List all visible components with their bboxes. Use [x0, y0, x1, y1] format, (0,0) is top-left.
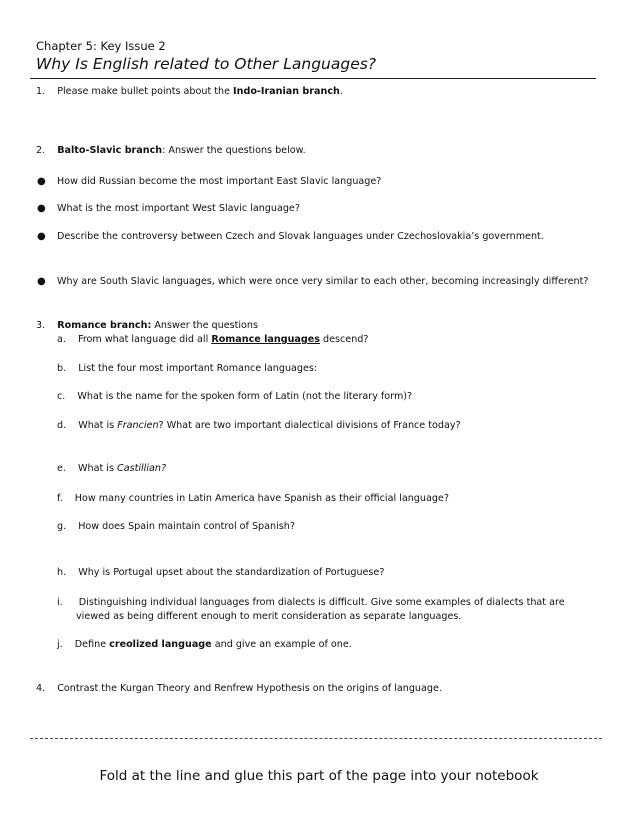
- bullet-icon: ●: [37, 176, 46, 187]
- subquestion-text-end: descend?: [319, 334, 369, 345]
- subquestion-text: How does Spain maintain control of Spanish?: [78, 521, 295, 532]
- list-item: How did Russian become the most important East Slavic language?: [57, 176, 382, 187]
- key-term: Francien: [117, 420, 159, 431]
- bullet-icon: ●: [37, 276, 46, 287]
- title-divider: [30, 78, 596, 79]
- question-text: : Answer the questions below.: [162, 145, 306, 156]
- question-1: [36, 86, 343, 98]
- subquestion-g: [57, 521, 295, 533]
- question-text: Answer the questions: [151, 320, 258, 331]
- list-item: Why are South Slavic languages, which were once very similar to each other, becoming increasingly different?: [57, 276, 589, 287]
- subquestion-letter: i.: [57, 597, 63, 608]
- question-number: 2.: [36, 145, 46, 156]
- subquestion-letter: f.: [57, 493, 63, 504]
- key-term: Romance languages: [211, 334, 320, 345]
- chapter-label: Chapter 5: Key Issue 2: [36, 39, 166, 53]
- subquestion-text: List the four most important Romance languages:: [78, 363, 318, 374]
- subquestion-b: [57, 363, 317, 375]
- subquestion-letter: a.: [57, 334, 66, 345]
- subquestion-letter: c.: [57, 391, 66, 402]
- subquestion-f: [57, 493, 449, 505]
- question-number: 1.: [36, 86, 46, 97]
- subquestion-j: [57, 639, 352, 651]
- list-item: Describe the controversy between Czech and Slovak languages under Czechoslovakia’s government.: [57, 231, 544, 242]
- question-number: 3.: [36, 320, 46, 331]
- question-text: Contrast the Kurgan Theory and Renfrew Hypothesis on the origins of language.: [57, 683, 442, 694]
- question-2: [36, 145, 306, 157]
- bullet-icon: ●: [37, 231, 46, 242]
- subquestion-text: How many countries in Latin America have Spanish as their official language?: [74, 493, 449, 504]
- subquestion-i: [57, 597, 565, 609]
- question-text: Please make bullet points about the: [57, 86, 234, 97]
- subquestion-text: Distinguishing individual languages from dialects is difficult. Give some examples of dialects that are: [78, 597, 565, 608]
- question-3: [36, 320, 258, 332]
- subquestion-text: Define: [74, 639, 110, 650]
- subquestion-letter: e.: [57, 463, 66, 474]
- bullet-icon: ●: [37, 203, 46, 214]
- page-title: Why Is English related to Other Languages?: [36, 55, 377, 73]
- subquestion-letter: d.: [57, 420, 67, 431]
- fold-line: [30, 738, 602, 739]
- subquestion-text: What is: [78, 463, 117, 474]
- list-item: What is the most important West Slavic language?: [57, 203, 300, 214]
- subquestion-d: [57, 420, 461, 432]
- key-term: Balto-Slavic branch: [57, 145, 163, 156]
- subquestion-letter: h.: [57, 567, 67, 578]
- subquestion-c: [57, 391, 412, 403]
- fold-instruction: Fold at the line and glue this part of the page into your notebook: [99, 768, 539, 784]
- subquestion-h: [57, 567, 384, 579]
- question-text-end: .: [339, 86, 343, 97]
- subquestion-text-end: ? What are two important dialectical divisions of France today?: [158, 420, 461, 431]
- subquestion-a: [57, 334, 368, 346]
- subquestion-i-continued: viewed as being different enough to merit consideration as separate languages.: [76, 611, 462, 622]
- subquestion-e: [57, 463, 166, 475]
- key-term: Romance branch:: [57, 320, 152, 331]
- subquestion-text: Why is Portugal upset about the standardization of Portuguese?: [78, 567, 385, 578]
- subquestion-text: What is the name for the spoken form of Latin (not the literary form)?: [77, 391, 413, 402]
- subquestion-letter: b.: [57, 363, 67, 374]
- question-4: [36, 683, 442, 695]
- subquestion-letter: g.: [57, 521, 67, 532]
- key-term: Indo-Iranian branch: [233, 86, 340, 97]
- subquestion-text: What is: [78, 420, 118, 431]
- question-number: 4.: [36, 683, 46, 694]
- key-term: Castillian?: [117, 463, 167, 474]
- key-term: creolized language: [109, 639, 212, 650]
- subquestion-text: From what language did all: [78, 334, 212, 345]
- subquestion-text-end: and give an example of one.: [211, 639, 352, 650]
- subquestion-letter: j.: [57, 639, 63, 650]
